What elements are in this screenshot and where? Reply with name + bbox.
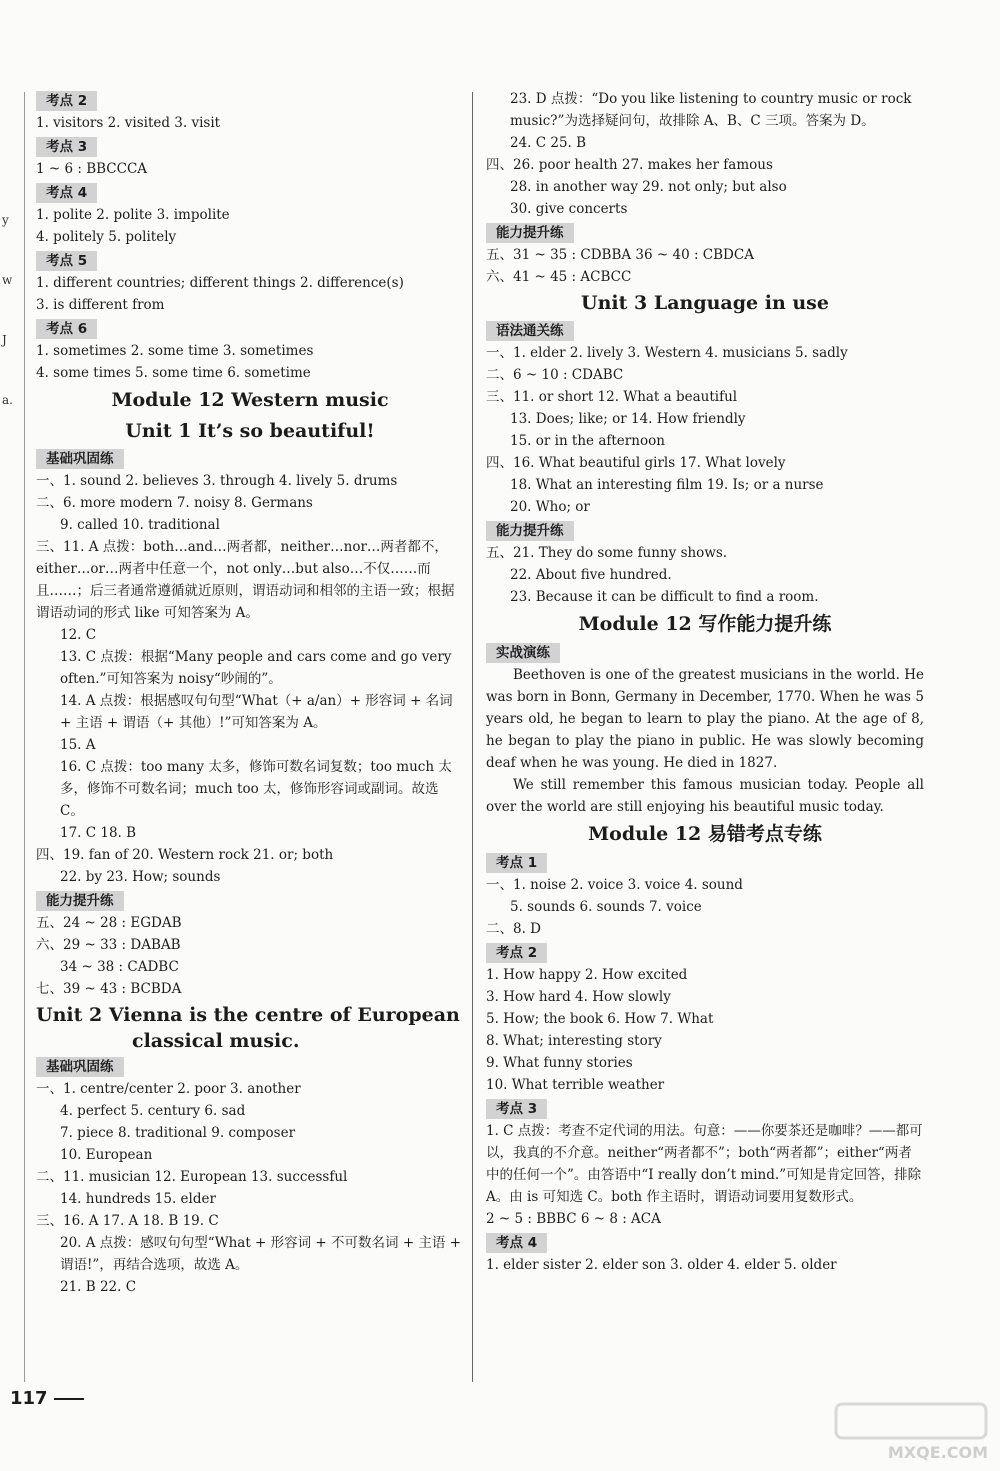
answer-line: 22. About five hundred. [510,567,672,583]
margin-mark: J [2,333,7,347]
answer-line: 4. some times 5. some time 6. sometime [36,365,311,381]
answer-line: 1. elder sister 2. elder son 3. older 4. elder 5. older [486,1257,837,1273]
answer-line: 三、16. A 17. A 18. B 19. C [36,1213,219,1229]
answer-line: 一、1. sound 2. believes 3. through 4. lively 5. drums [36,473,398,489]
answer-line: 10. What terrible weather [486,1077,665,1093]
left-column [36,88,464,1298]
watermark-logo [802,1400,992,1464]
answer-explanation: 13. C 点拨：根据“Many people and cars come and go very often.”可知答案为 noisy“吵闹的”。 [60,649,452,687]
answer-line: 15. or in the afternoon [510,433,665,449]
answer-line: 五、24 ~ 28 : EGDAB [36,915,182,931]
right-column [486,88,924,1276]
answer-line: 四、16. What beautiful girls 17. What lovely [486,455,786,471]
section-tag-row [486,940,924,964]
answer-line: 1. visitors 2. visited 3. visit [36,115,221,131]
unit-heading-sub: classical music. [132,1030,300,1052]
answer-line: 四、26. poor health 27. makes her famous [486,157,773,173]
answer-line: 3. How hard 4. How slowly [486,989,671,1005]
section-tag: 考点 4 [36,183,97,203]
answer-line: 4. perfect 5. century 6. sad [60,1103,246,1119]
answer-line: 10. European [60,1147,153,1163]
answer-explanation: 20. A 点拨：感叹句句型“What + 形容词 + 不可数名词 + 主语 + 谓语!”，再结合选项，故选 A。 [60,1235,462,1273]
section-tag: 基础巩固练 [36,1057,124,1077]
answer-line: 二、6 ~ 10 : CDABC [486,367,624,383]
module-heading: Module 12 写作能力提升练 [578,613,832,635]
margin-mark: a. [2,393,13,407]
page-number: 117 [10,1388,84,1409]
margin-mark: y [2,213,9,227]
margin-marks [2,190,13,430]
section-tag: 考点 2 [486,943,547,963]
answer-line: 二、11. musician 12. European 13. successful [36,1169,348,1185]
answer-line: 5. How; the book 6. How 7. What [486,1011,714,1027]
section-tag-row [36,180,464,204]
section-tag: 考点 4 [486,1233,547,1253]
answer-line: 六、41 ~ 45 : ACBCC [486,269,632,285]
answer-line: 五、21. They do some funny shows. [486,545,728,561]
answer-line: 22. by 23. How; sounds [60,869,221,885]
answer-line: 34 ~ 38 : CADBC [60,959,179,975]
margin-mark: w [2,273,13,287]
answer-line: 24. C 25. B [510,135,587,151]
answer-line: 1 ~ 6 : BBCCCA [36,161,148,177]
answer-explanation: 23. D 点拨：“Do you like listening to country music or rock music?”为选择疑问句，故排除 A、B、C 三项。答案为 D。 [510,91,912,129]
section-tag: 考点 3 [486,1099,547,1119]
answer-line: 9. What funny stories [486,1055,633,1071]
section-tag-row [486,1096,924,1120]
section-tag-row [36,316,464,340]
section-tag-row [486,1230,924,1254]
svg-text:MXQE.COM: MXQE.COM [887,1443,988,1462]
section-tag-row [486,318,924,342]
section-tag: 能力提升练 [36,891,124,911]
unit-heading: Unit 1 It’s so beautiful! [125,420,375,442]
answer-line: 3. is different from [36,297,165,313]
section-tag: 基础巩固练 [36,449,124,469]
section-tag-row [36,888,464,912]
answer-line: 23. Because it can be difficult to find a room. [510,589,819,605]
answer-explanation: 16. C 点拨：too many 太多，修饰可数名词复数；too much 太多，修饰不可数名词；much too 太，修饰形容词或副词。故选 C。 [60,759,452,819]
essay-paragraph: Beethoven is one of the greatest musicians in the world. He was born in Bonn, Germany in December, 1770. When he was 5 years old, he began to learn to play the piano. At the age of 8, he began to play the piano in public. He was slowly becoming deaf when he was young. He died in 1827. [486,667,924,771]
section-tag-row [36,88,464,112]
section-tag: 考点 2 [36,91,97,111]
essay-paragraph: We still remember this famous musician today. People all over the world are still enjoying his beautiful music today. [486,777,924,815]
left-margin-rule [24,92,25,1382]
unit-heading: Unit 3 Language in use [581,292,829,314]
section-tag: 能力提升练 [486,223,574,243]
answer-line: 21. B 22. C [60,1279,137,1295]
answer-line: 二、8. D [486,921,541,937]
section-tag-row [36,248,464,272]
section-tag: 考点 1 [486,853,547,873]
answer-line: 一、1. elder 2. lively 3. Western 4. musicians 5. sadly [486,345,848,361]
module-heading: Module 12 Western music [111,389,389,411]
answer-line: 15. A [60,737,96,753]
answer-line: 30. give concerts [510,201,628,217]
answer-explanation: 1. C 点拨：考查不定代词的用法。句意：——你要茶还是咖啡？——都可以，我真的不介意。neither“两者都不”；both“两者都”；either“两者中的任何一个”。由答语中“I really don’t mind.”可知是肯定回答，排除 A。由 is 可知选 C。both 作主语时，谓语动词要用复数形式。 [486,1123,923,1205]
answer-line: 7. piece 8. traditional 9. composer [60,1125,296,1141]
answer-line: 七、39 ~ 43 : BCBDA [36,981,182,997]
section-tag-row [486,518,924,542]
answer-line: 28. in another way 29. not only; but also [510,179,787,195]
answer-line: 8. What; interesting story [486,1033,662,1049]
answer-line: 三、11. or short 12. What a beautiful [486,389,738,405]
answer-line: 12. C [60,627,97,643]
section-tag: 实战演练 [486,643,560,663]
answer-line: 4. politely 5. politely [36,229,177,245]
section-tag-row [486,850,924,874]
answer-line: 9. called 10. traditional [60,517,220,533]
answer-line: 一、1. noise 2. voice 3. voice 4. sound [486,877,743,893]
answer-line: 17. C 18. B [60,825,137,841]
answer-line: 二、6. more modern 7. noisy 8. Germans [36,495,313,511]
answer-line: 四、19. fan of 20. Western rock 21. or; both [36,847,334,863]
answer-line: 5. sounds 6. sounds 7. voice [510,899,702,915]
section-tag: 语法通关练 [486,321,574,341]
section-tag-row [36,134,464,158]
answer-line: 五、31 ~ 35 : CDBBA 36 ~ 40 : CBDCA [486,247,754,263]
answer-line: 1. sometimes 2. some time 3. sometimes [36,343,314,359]
unit-heading [36,1002,464,1054]
section-tag: 考点 3 [36,137,97,157]
answer-explanation: 14. A 点拨：根据感叹句句型“What（+ a/an）+ 形容词 + 名词 + 主语 + 谓语（+ 其他）!”可知答案为 A。 [60,693,453,731]
section-tag: 考点 6 [36,319,97,339]
answer-line: 18. What an interesting film 19. Is; or a nurse [510,477,824,493]
answer-line: 13. Does; like; or 14. How friendly [510,411,746,427]
answer-line: 1. How happy 2. How excited [486,967,688,983]
section-tag-row [486,220,924,244]
answer-line: 1. polite 2. polite 3. impolite [36,207,230,223]
answer-line: 14. hundreds 15. elder [60,1191,216,1207]
section-tag: 考点 5 [36,251,97,271]
section-tag-row [36,1054,464,1078]
section-tag-row [486,640,924,664]
answer-line: 一、1. centre/center 2. poor 3. another [36,1081,301,1097]
answer-line: 20. Who; or [510,499,590,515]
answer-explanation: 三、11. A 点拨：both…and…两者都，neither…nor…两者都不，either…or…两者中任意一个，not only…but also…不仅……而且……；后三者通常遵循就近原则，谓语动词和相邻的主语一致；根据谓语动词的形式 like 可知答案为 A。 [36,539,455,621]
answer-line: 2 ~ 5 : BBBC 6 ~ 8 : ACA [486,1211,661,1227]
column-divider [472,92,473,1382]
section-tag-row [36,446,464,470]
unit-heading-main: Unit 2 Vienna is the centre of European [36,1004,460,1026]
answer-line: 六、29 ~ 33 : DABAB [36,937,181,953]
module-heading: Module 12 易错考点专练 [588,823,822,845]
answer-line: 1. different countries; different things 2. difference(s) [36,275,404,291]
section-tag: 能力提升练 [486,521,574,541]
